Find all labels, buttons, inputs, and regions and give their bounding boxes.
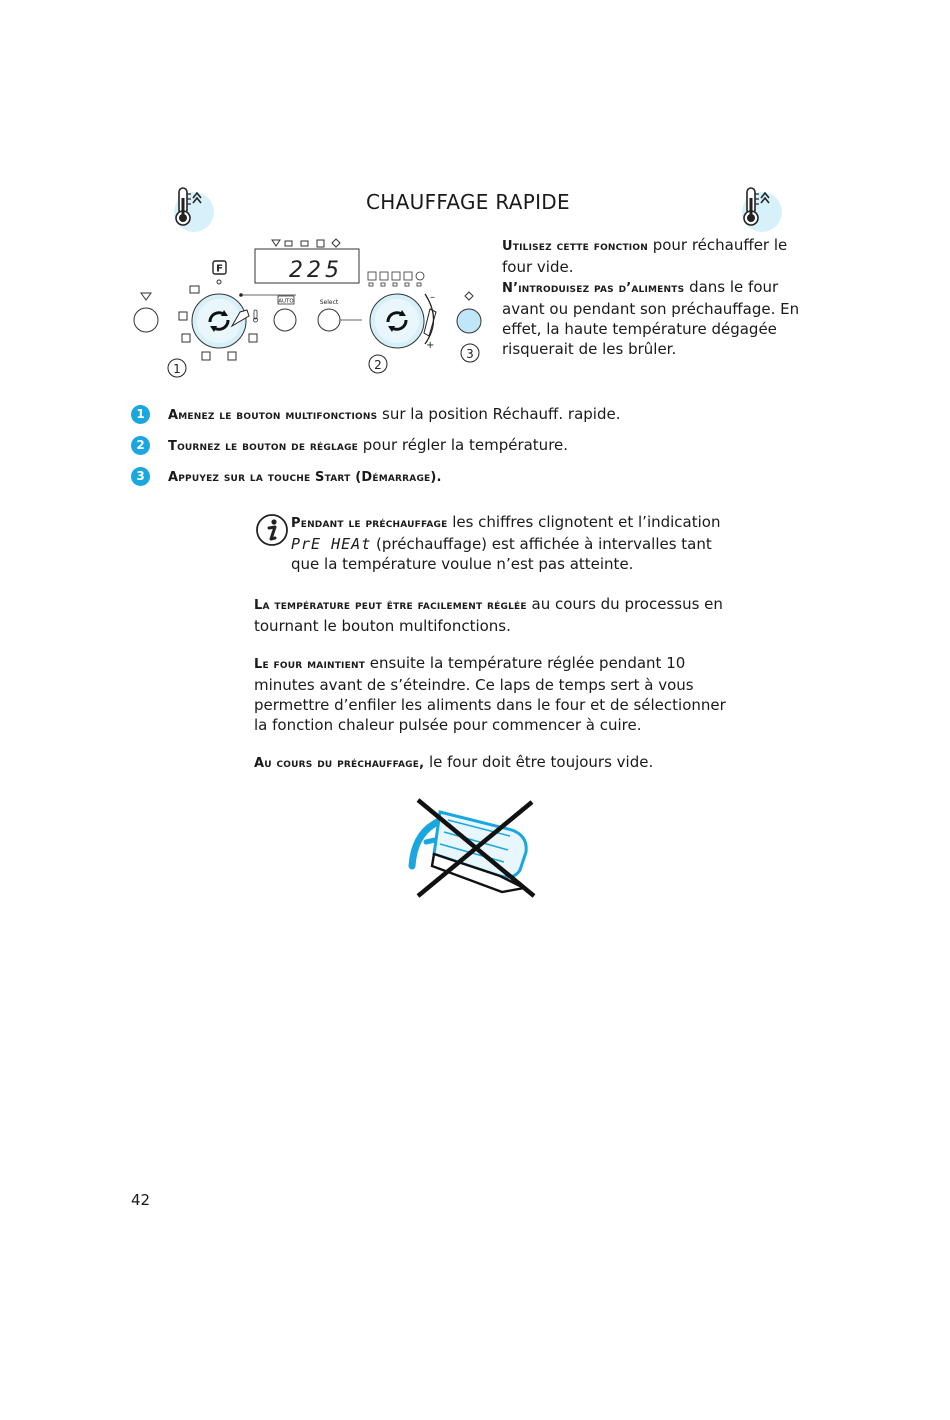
info-text-2: (préchauffage) est affichée à intervalles tant que la température voulue n’est pas atteinte. (291, 535, 712, 573)
power-symbol (141, 293, 151, 300)
paragraph-rest: au cours du processus en tournant le bouton multifonctions. (254, 595, 723, 635)
thermometer-rapid-heat-icon (736, 184, 788, 240)
step-lead: Tournez le bouton de réglage (168, 439, 359, 454)
step-rest: sur la position Réchauff. rapide. (377, 405, 621, 423)
step-lead: Appuyez sur la touche Start (Démarrage). (168, 470, 442, 485)
thermometer-rapid-heat-icon (168, 184, 220, 240)
step-3 (131, 465, 442, 487)
paragraph-empty (254, 752, 729, 774)
start-symbol (465, 292, 473, 300)
intro-lead-1: Utilisez cette fonction (502, 239, 648, 254)
paragraph-lead: Au cours du préchauffage, (254, 756, 425, 771)
step-1 (131, 403, 620, 425)
start-button (457, 309, 481, 333)
paragraph-maintain (254, 653, 729, 735)
step-lead: Amenez le bouton multifonctions (168, 408, 378, 423)
callout-1: 1 (173, 362, 181, 376)
page-title: CHAUFFAGE RAPIDE (366, 190, 570, 214)
info-lead: Pendant le préchauffage (291, 516, 448, 531)
intro-rest-2: dans le four avant ou pendant son préchauffage. En effet, la haute température dégagée risquerait de les brûler. (502, 278, 800, 358)
info-text-1: les chiffres clignotent et l’indication (447, 513, 721, 531)
info-note (291, 512, 731, 574)
control-panel-illustration (128, 236, 488, 382)
step-number: 2 (131, 436, 150, 455)
crossed-out-dish-icon (404, 796, 538, 900)
select-button (318, 309, 340, 331)
step-number: 1 (131, 405, 150, 424)
step-number: 3 (131, 467, 150, 486)
minus-label: – (430, 292, 435, 303)
paragraph-lead: Le four maintient (254, 657, 366, 672)
paragraph-rest: le four doit être toujours vide. (424, 753, 654, 771)
plus-label: + (426, 340, 435, 351)
step-rest: pour régler la température. (358, 436, 569, 454)
callout-2: 2 (374, 358, 382, 372)
info-icon (254, 512, 290, 548)
step-2 (131, 434, 568, 456)
power-button (134, 308, 158, 332)
auto-button (274, 309, 296, 331)
paragraph-rest: ensuite la température réglée pendant 10 minutes avant de s’éteindre. Ce laps de temps sert à vous permettre d’enfiler les aliments dans le four et de sélectionner la fonction chaleur pulsée pour commencer à cuire. (254, 654, 726, 734)
display-value: 225 (289, 258, 343, 283)
page-number: 42 (131, 1191, 151, 1209)
auto-label: AUTO (278, 298, 294, 305)
intro-rest-1: pour réchauffer le four vide. (502, 236, 788, 276)
preheat-display-text: PrE HEAt (291, 535, 372, 553)
function-symbols (272, 239, 340, 247)
f-label: F (216, 263, 223, 275)
paragraph-lead: La température peut être facilement réglée (254, 598, 527, 613)
intro-text (502, 235, 807, 359)
intro-lead-2: N’introduisez pas d’aliments (502, 281, 685, 296)
select-label: Select (319, 299, 339, 306)
paragraph-adjust (254, 594, 729, 636)
callout-3: 3 (466, 347, 474, 361)
